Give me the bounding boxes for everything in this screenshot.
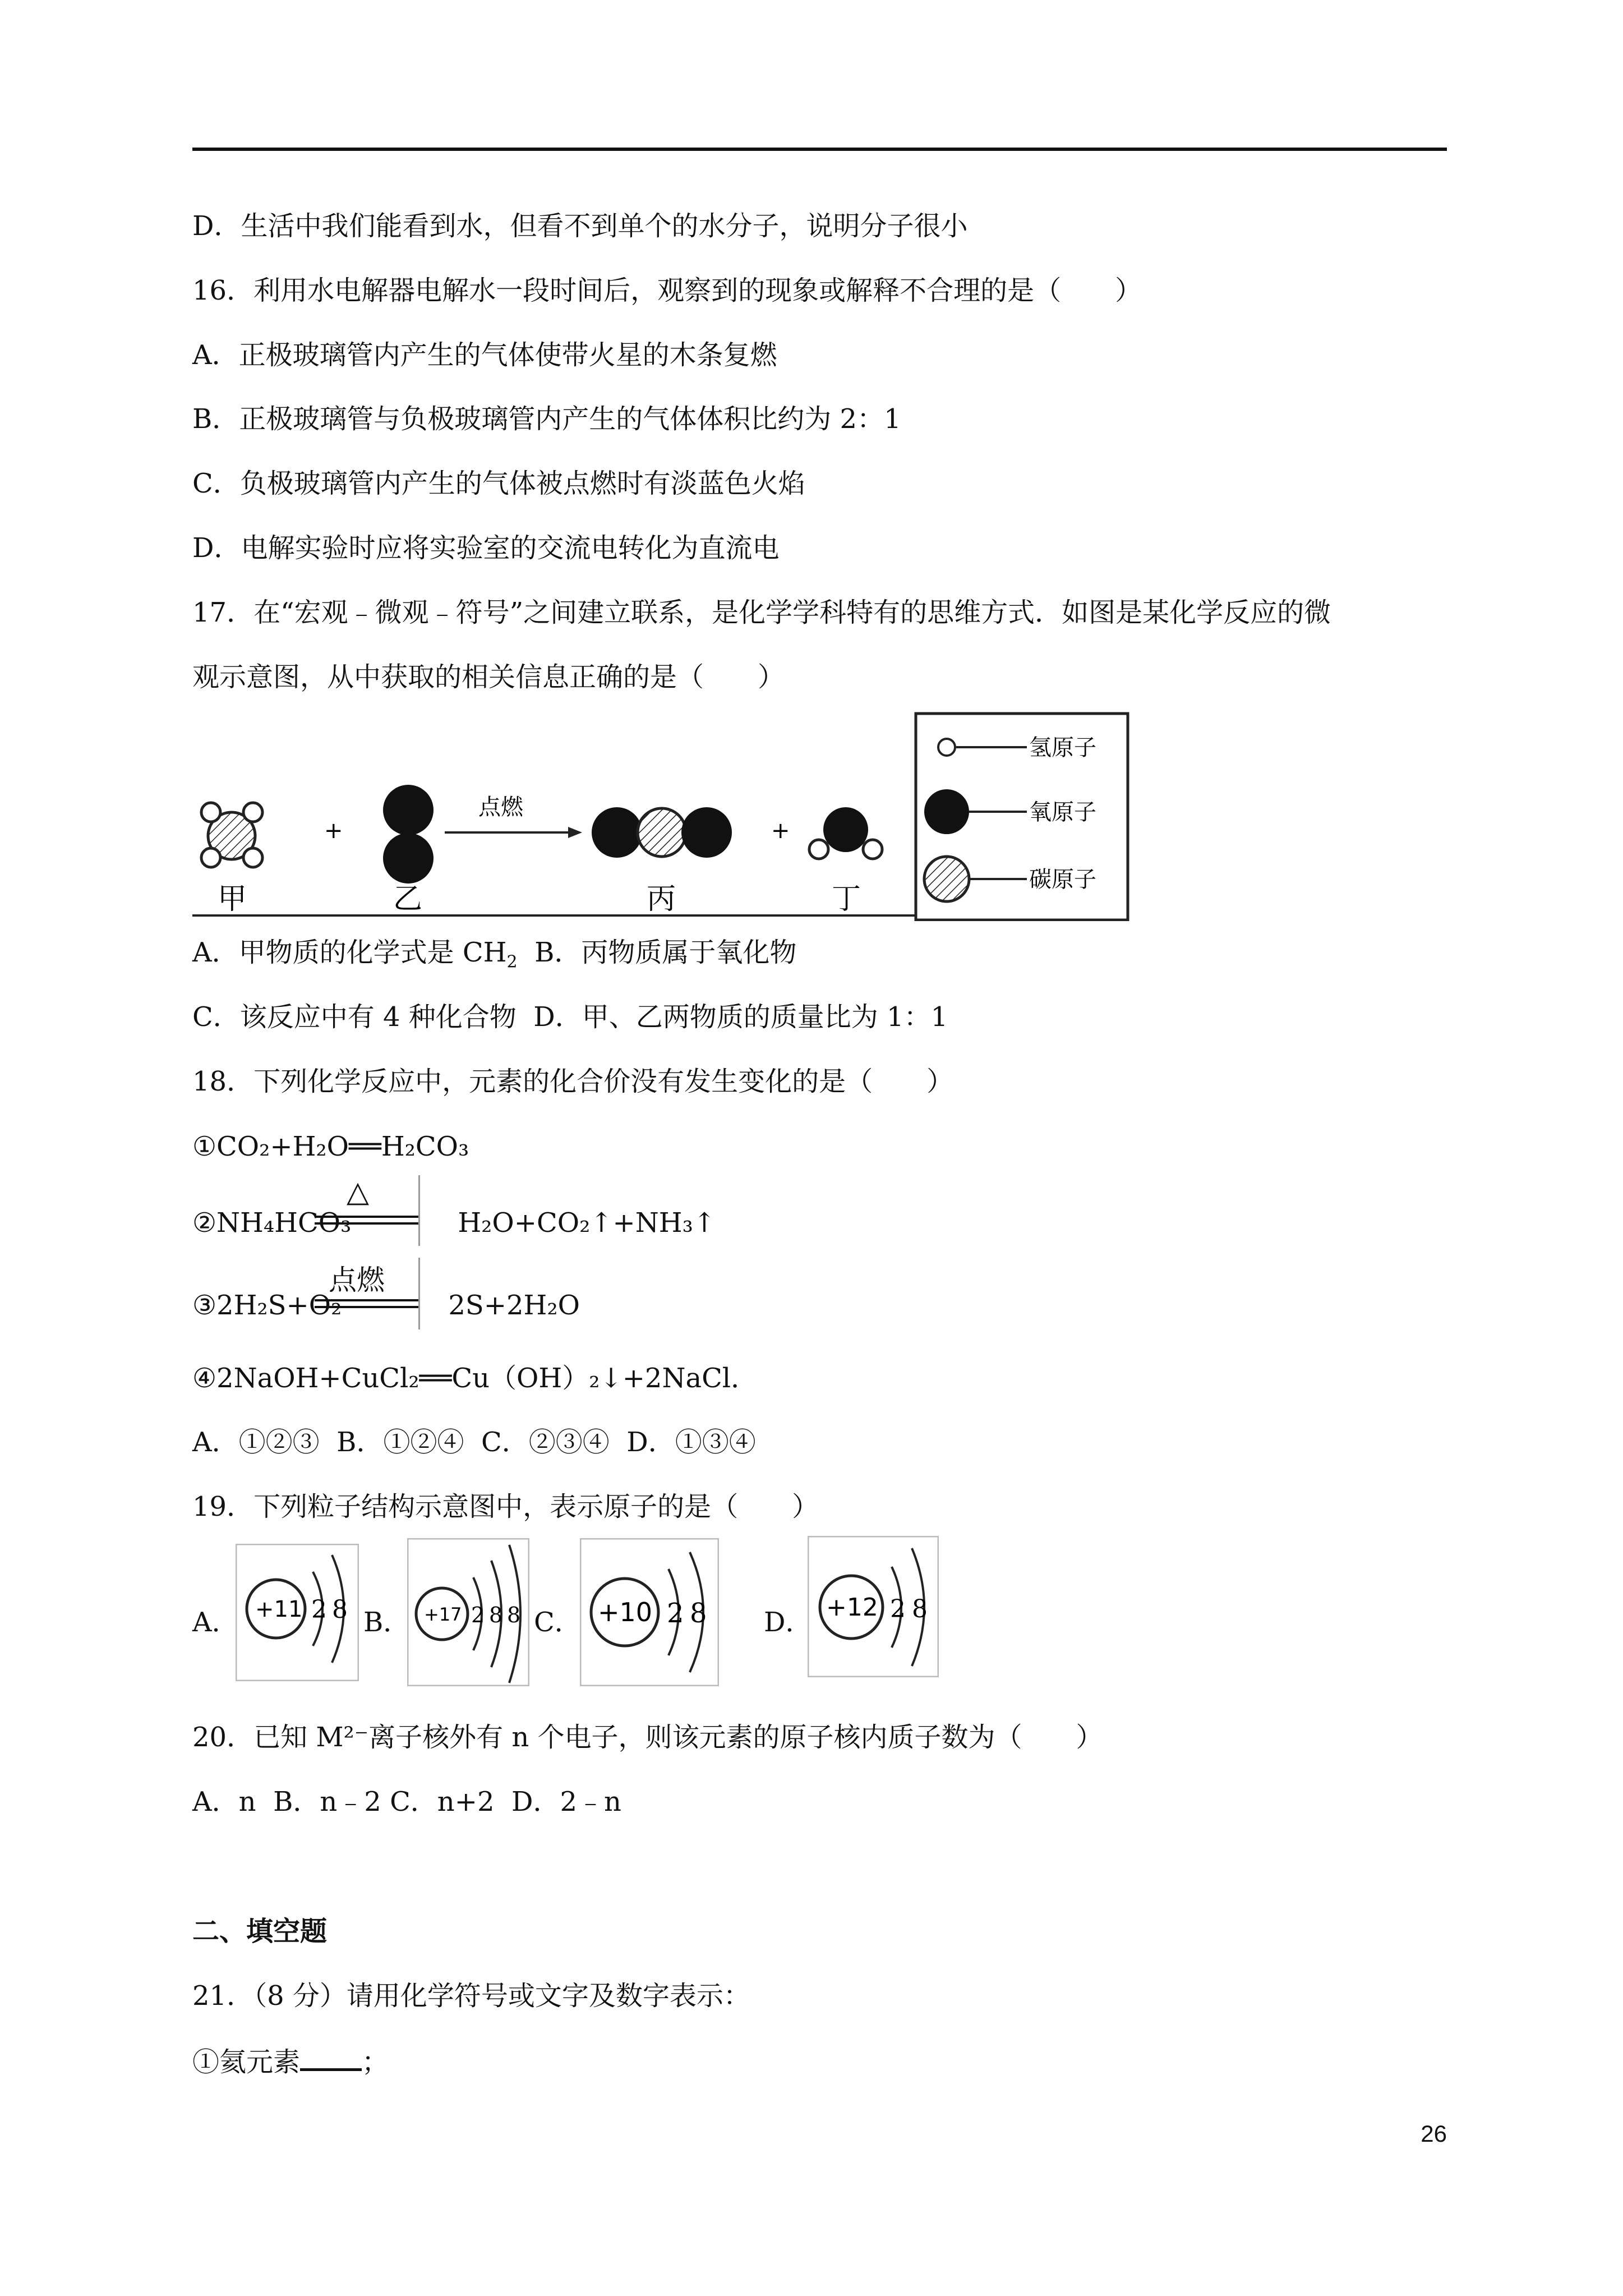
q17-options-cd: C．该反应中有 4 种化合物 D．甲、乙两物质的质量比为 1：1 — [192, 1001, 948, 1033]
molecule-bing — [592, 807, 732, 858]
q19-b-shell-3: 8 — [507, 1603, 521, 1627]
q18-eq2-condition: △ — [347, 1175, 369, 1209]
legend-oxygen: 氧原子 — [1029, 799, 1096, 825]
q18-eq3-condition: 点燃 — [329, 1264, 385, 1296]
header-rule — [192, 148, 1447, 151]
q19-diagram-c — [580, 1538, 719, 1686]
label-yi: 乙 — [393, 882, 423, 916]
q19-letter-a: A． — [192, 1607, 239, 1638]
q16-stem: 16．利用水电解器电解水一段时间后，观察到的现象或解释不合理的是（ ） — [192, 275, 1142, 306]
q18-eq3-condition-box — [312, 1258, 422, 1331]
q19-a-nucleus: +11 — [255, 1596, 303, 1622]
section-title-fill-in: 二、填空题 — [192, 1916, 328, 1947]
q19-d-shell-1: 2 — [890, 1595, 906, 1623]
q19-diagram-b — [407, 1538, 529, 1686]
q19-letter-d: D． — [764, 1607, 813, 1638]
q17-reaction-figure — [192, 708, 1135, 921]
q16-option-c: C．负极玻璃管内产生的气体被点燃时有淡蓝色火焰 — [192, 468, 805, 499]
q19-d-shell-2: 8 — [912, 1595, 928, 1623]
q19-b-shell-1: 2 — [471, 1603, 485, 1627]
label-ding: 丁 — [832, 882, 861, 916]
q20-stem: 20．已知 M²⁻离子核外有 n 个电子，则该元素的原子核内质子数为（ ） — [192, 1722, 1103, 1753]
q19-letter-c: C． — [534, 1607, 582, 1638]
q18-eq2-right: H₂O+CO₂↑+NH₃↑ — [458, 1207, 716, 1239]
q16-option-a: A．正极玻璃管内产生的气体使带火星的木条复燃 — [192, 339, 777, 371]
q17-stem-line1: 17．在“宏观﹣微观﹣符号”之间建立联系，是化学学科特有的思维方式．如图是某化学反应的微 — [192, 597, 1331, 628]
q19-c-shell-1: 2 — [667, 1598, 684, 1629]
q18-options: A．①②③ B．①②④ C．②③④ D．①③④ — [192, 1427, 756, 1458]
legend-carbon: 碳原子 — [1029, 867, 1096, 892]
label-jia: 甲 — [218, 882, 247, 916]
atom-legend — [916, 714, 1128, 920]
arrow-label: 点燃 — [478, 794, 523, 820]
q19-d-nucleus: +12 — [826, 1593, 878, 1622]
q17-option-a: A．甲物质的化学式是 CH — [192, 937, 507, 968]
plus-sign: + — [771, 818, 790, 844]
q21-item1-label: ①氦元素 — [192, 2046, 301, 2078]
q18-eq3-left: ③2H₂S+O₂ — [192, 1290, 342, 1321]
label-bing: 丙 — [647, 882, 676, 916]
q19-b-nucleus: +17 — [424, 1604, 462, 1625]
q17-option-a-subscript: 2 — [506, 952, 518, 972]
q17-options-ab — [192, 936, 796, 979]
q19-letter-b: B． — [363, 1607, 411, 1638]
q18-eq2-condition-box — [312, 1175, 422, 1247]
q21-stem: 21．（8 分）请用化学符号或文字及数字表示： — [192, 1980, 750, 2012]
q21-item1-punct: ； — [362, 2046, 389, 2078]
q18-eq1: ①CO₂+H₂O══H₂CO₃ — [192, 1131, 469, 1162]
q19-a-shell-2: 8 — [332, 1595, 348, 1624]
q19-c-nucleus: +10 — [598, 1597, 653, 1627]
q19-stem: 19．下列粒子结构示意图中，表示原子的是（ ） — [192, 1491, 819, 1522]
legend-hydrogen: 氢原子 — [1029, 735, 1096, 761]
q19-c-shell-2: 8 — [690, 1598, 707, 1629]
q17-stem-line2: 观示意图，从中获取的相关信息正确的是（ ） — [192, 661, 785, 693]
q18-eq2 — [192, 1206, 716, 1240]
q20-options: A．n B．n﹣2 C．n+2 D．2﹣n — [192, 1786, 621, 1818]
q18-eq4: ④2NaOH+CuCl₂══Cu（OH）₂↓+2NaCl． — [192, 1363, 758, 1394]
q15-option-d: D．生活中我们能看到水，但看不到单个的水分子，说明分子很小 — [192, 210, 968, 242]
plus-sign: + — [324, 818, 343, 844]
molecule-ding — [809, 807, 882, 859]
q19-diagram-d — [808, 1536, 939, 1677]
molecule-jia — [201, 803, 262, 867]
q16-option-d: D．电解实验时应将实验室的交流电转化为直流电 — [192, 532, 780, 564]
q18-eq2-left: ②NH₄HCO₃ — [192, 1207, 352, 1239]
q18-eq3-right: 2S+2H₂O — [448, 1290, 580, 1321]
page-number: 26 — [1421, 2120, 1447, 2147]
q21-item1-answer-blank[interactable] — [300, 2044, 362, 2071]
q19-b-shell-2: 8 — [489, 1603, 503, 1627]
q19-diagram-a — [236, 1544, 359, 1681]
q17-option-b: B．丙物质属于氧化物 — [517, 937, 797, 968]
q18-stem: 18．下列化学反应中，元素的化合价没有发生变化的是（ ） — [192, 1066, 954, 1097]
q21-item1 — [192, 2044, 389, 2079]
q19-a-shell-1: 2 — [311, 1595, 327, 1624]
q16-option-b: B．正极玻璃管与负极玻璃管内产生的气体体积比约为 2：1 — [192, 403, 901, 435]
molecule-yi — [383, 785, 434, 884]
